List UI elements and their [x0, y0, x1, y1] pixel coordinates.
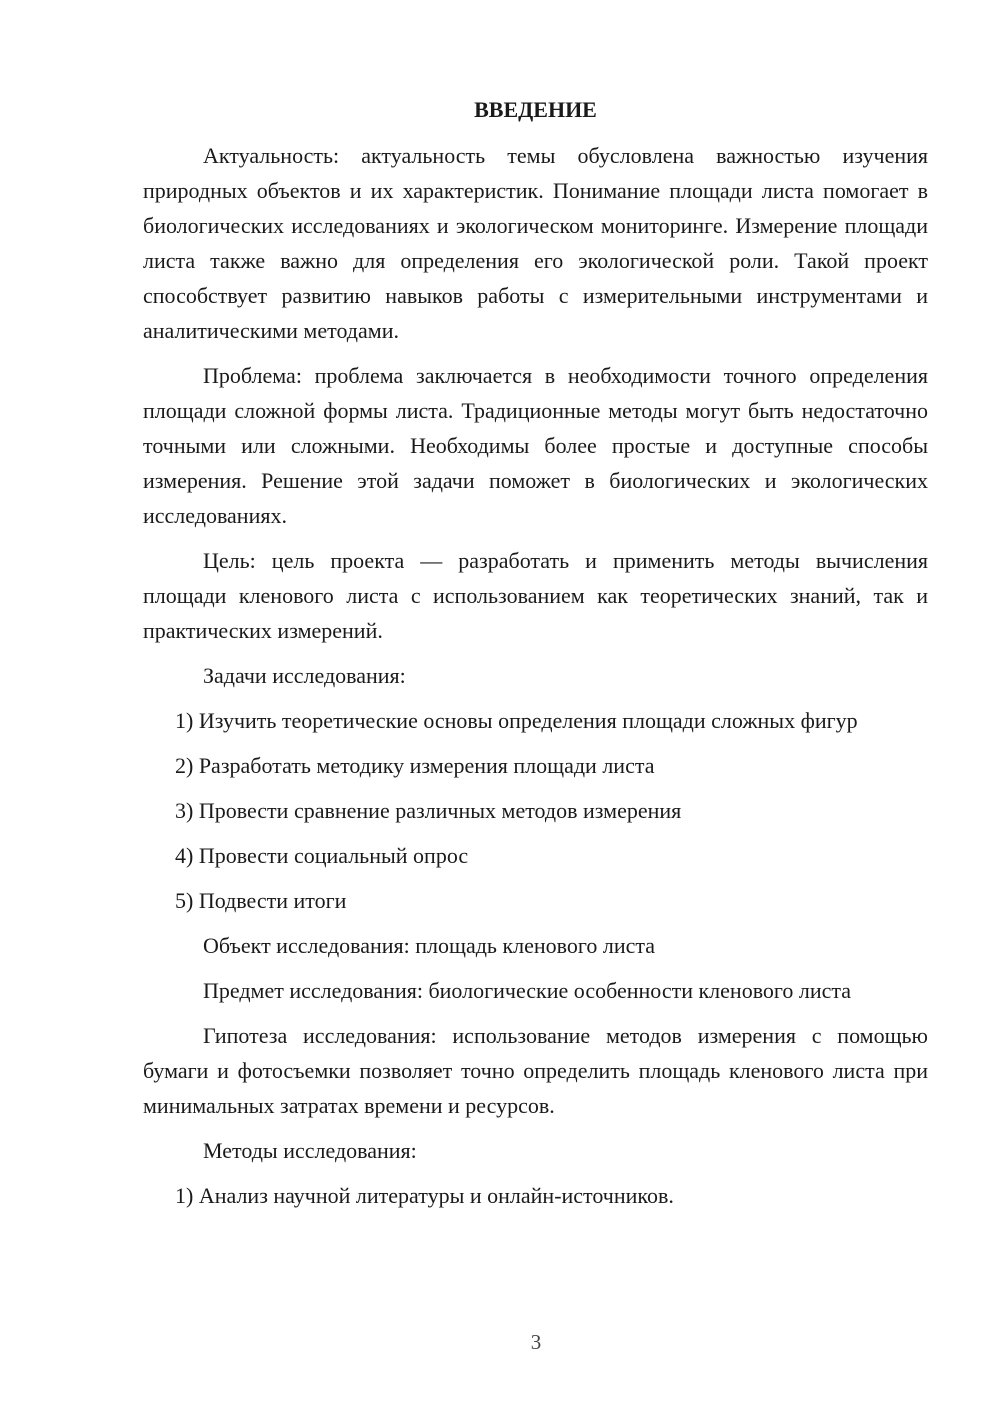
task-item-1: 1) Изучить теоретические основы определения площади сложных фигур: [175, 708, 858, 733]
paragraph-hypothesis: Гипотеза исследования: использование методов измерения с помощью бумаги и фотосъемки позволяет точно определить площадь кленового листа при минимальных затратах времени и ресурсов.: [143, 1023, 928, 1118]
section-title: ВВЕДЕНИЕ: [474, 97, 597, 122]
page-number: 3: [530, 1330, 542, 1354]
paragraph-problem: Проблема: проблема заключается в необходимости точного определения площади сложной формы листа. Традиционные методы могут быть недостаточно точными или сложными. Необходимы более простые и доступные способы измерения. Решение этой задачи поможет в биологических и экологических исследованиях.: [143, 363, 928, 528]
method-item-1: 1) Анализ научной литературы и онлайн-источников.: [175, 1183, 674, 1208]
tasks-label: Задачи исследования:: [203, 663, 406, 688]
task-item-2: 2) Разработать методику измерения площади листа: [175, 753, 655, 778]
task-item-3: 3) Провести сравнение различных методов измерения: [175, 798, 682, 823]
paragraph-relevance: Актуальность: актуальность темы обусловлена важностью изучения природных объектов и их характеристик. Понимание площади листа помогает в биологических исследованиях и экологическом мониторинге. Измерение площади листа также важно для определения его экологической роли. Такой проект способствует развитию навыков работы с измерительными инструментами и аналитическими методами.: [143, 143, 928, 343]
task-item-5: 5) Подвести итоги: [175, 888, 347, 913]
paragraph-subject: Предмет исследования: биологические особенности кленового листа: [203, 978, 852, 1003]
paragraph-goal: Цель: цель проекта — разработать и применить методы вычисления площади кленового листа с использованием как теоретических знаний, так и практических измерений.: [143, 548, 928, 643]
methods-label: Методы исследования:: [203, 1138, 417, 1163]
task-item-4: 4) Провести социальный опрос: [175, 843, 469, 868]
page-content: [143, 92, 928, 1223]
paragraph-object: Объект исследования: площадь кленового листа: [203, 933, 656, 958]
